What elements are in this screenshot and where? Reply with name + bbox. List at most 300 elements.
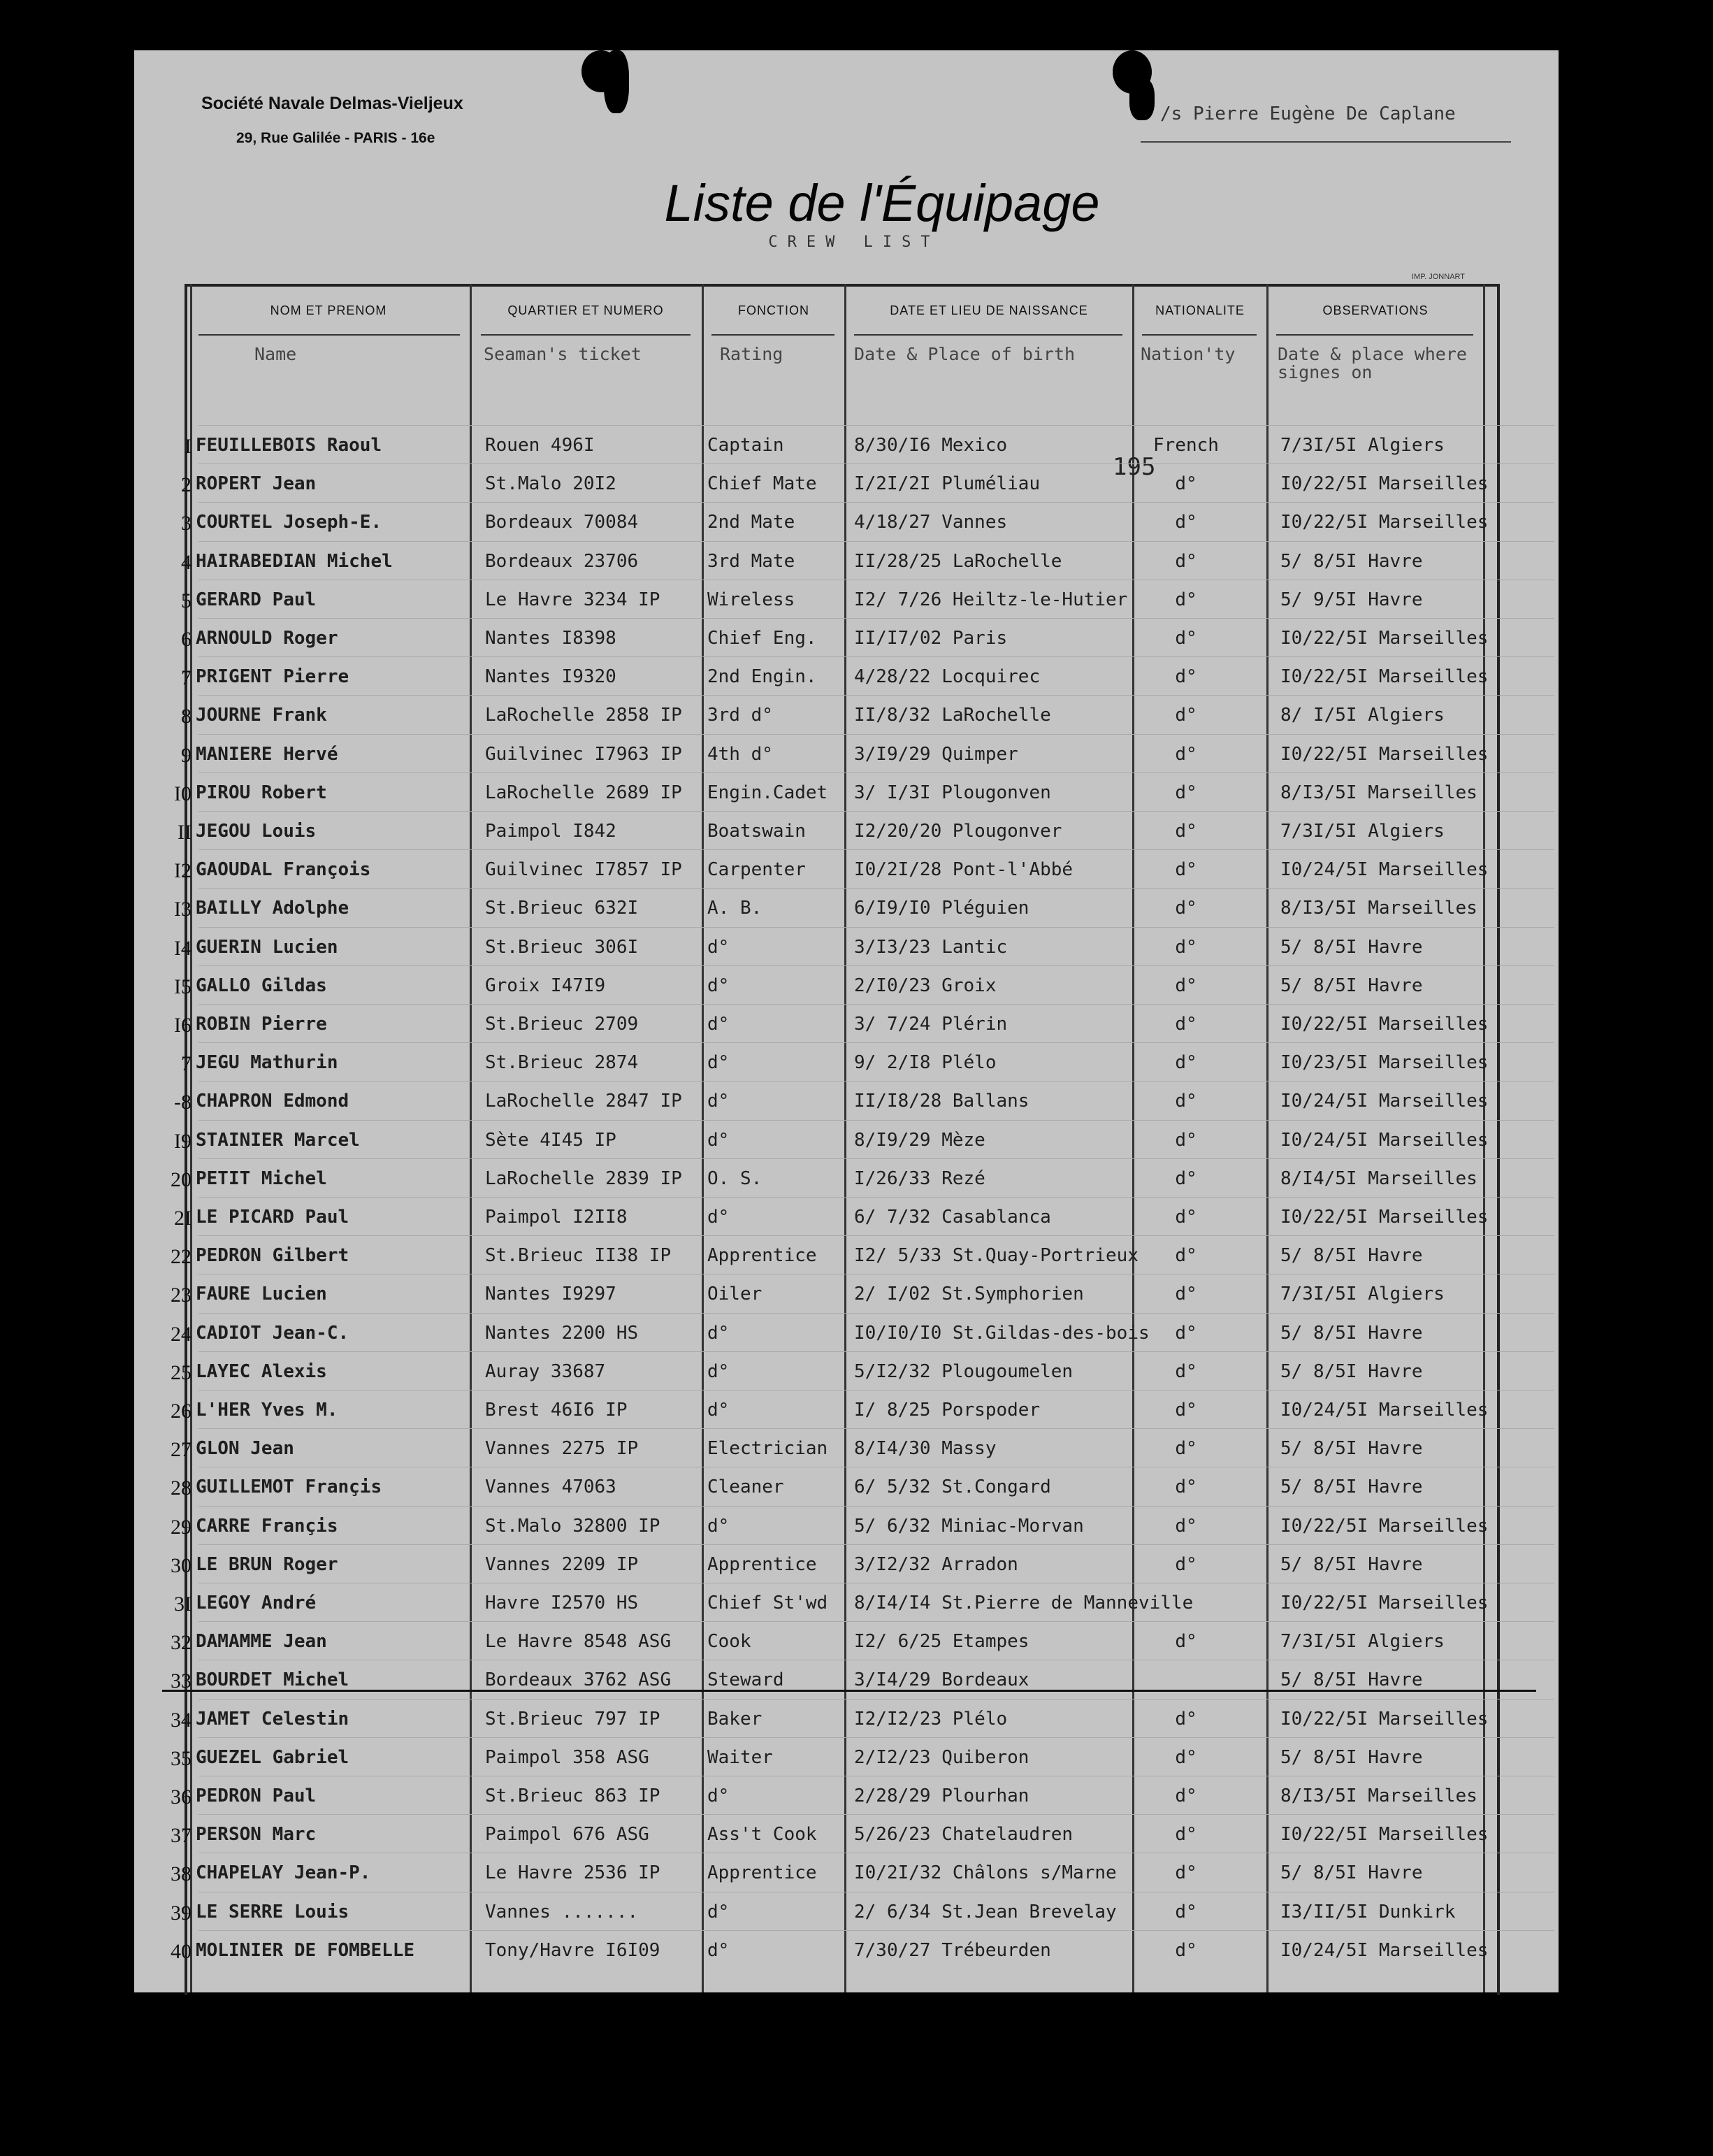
nationality: d° xyxy=(1175,1939,1197,1961)
crew-name: LE BRUN Roger xyxy=(196,1553,338,1575)
table-row xyxy=(134,1778,1559,1815)
crew-name: GUEZEL Gabriel xyxy=(196,1746,349,1768)
row-rule xyxy=(198,1506,1554,1507)
birth-date-place: 5/26/23 Chatelaudren xyxy=(854,1824,1074,1846)
rating: Electrician xyxy=(707,1438,828,1460)
sign-on: I0/22/5I Marseilles xyxy=(1280,473,1489,495)
crew-name: PEDRON Gilbert xyxy=(196,1245,349,1267)
row-rule xyxy=(198,695,1554,696)
header-observations-fr: OBSERVATIONS xyxy=(1322,303,1429,317)
nationality: d° xyxy=(1175,589,1197,610)
page-title: Liste de l'Équipage xyxy=(664,174,1100,232)
table-row xyxy=(134,1277,1559,1313)
header-naissance-en: Date & Place of birth xyxy=(854,344,1076,364)
seaman-ticket: Guilvinec I7963 IP xyxy=(485,743,682,765)
header-quartier-en: Seaman's ticket xyxy=(484,344,642,364)
crew-name: PIROU Robert xyxy=(196,782,327,803)
rating: Boatswain xyxy=(707,821,806,842)
row-rule xyxy=(198,463,1554,464)
sign-on: I0/24/5I Marseilles xyxy=(1280,859,1489,881)
table-row xyxy=(134,737,1559,773)
row-rule xyxy=(198,927,1554,928)
row-rule xyxy=(198,1814,1554,1815)
nationality: d° xyxy=(1175,1862,1197,1884)
row-rule xyxy=(198,1313,1554,1314)
row-number: 6 xyxy=(181,628,191,651)
row-rule xyxy=(198,734,1554,735)
row-number: 34 xyxy=(171,1708,191,1732)
birth-date-place: 8/I9/29 Mèze xyxy=(854,1129,985,1151)
table-row xyxy=(134,1393,1559,1429)
nationality: d° xyxy=(1175,1322,1197,1344)
sign-on: 8/I4/5I Marseilles xyxy=(1280,1167,1477,1189)
crew-name: PRIGENT Pierre xyxy=(196,666,349,688)
birth-date-place: 3/ I/3I Plougonven xyxy=(854,782,1051,803)
nationality: French xyxy=(1153,435,1219,456)
rating: Apprentice xyxy=(707,1862,817,1884)
nationality: d° xyxy=(1175,1167,1197,1189)
header-nationalite-fr: NATIONALITE xyxy=(1155,303,1245,317)
seaman-ticket: Nantes I9320 xyxy=(485,666,616,688)
birth-date-place: 6/ 5/32 St.Congard xyxy=(854,1476,1051,1498)
row-number: I xyxy=(185,435,191,458)
crew-name: PETIT Michel xyxy=(196,1167,327,1189)
birth-date-place: 9/ 2/I8 Plélo xyxy=(854,1052,997,1074)
birth-date-place: I2/I2/23 Plélo xyxy=(854,1708,1008,1730)
seaman-ticket: Paimpol 358 ASG xyxy=(485,1746,649,1768)
seaman-ticket: St.Brieuc 2874 xyxy=(485,1052,639,1074)
crew-name: ROPERT Jean xyxy=(196,473,317,495)
crew-name: MOLINIER DE FOMBELLE xyxy=(196,1939,415,1961)
birth-date-place: 2/28/29 Plourhan xyxy=(854,1785,1029,1806)
row-number: 8 xyxy=(181,705,191,728)
row-rule xyxy=(198,1042,1554,1043)
birth-date-place: 3/I3/23 Lantic xyxy=(854,936,1008,958)
row-number: 22 xyxy=(171,1245,191,1269)
seaman-ticket: Rouen 496I xyxy=(485,435,595,456)
rating: 2nd Mate xyxy=(707,512,795,533)
nationality: d° xyxy=(1175,1129,1197,1151)
crew-name: STAINIER Marcel xyxy=(196,1129,360,1151)
birth-date-place: 8/30/I6 Mexico xyxy=(854,435,1008,456)
row-number: 7 xyxy=(181,666,191,690)
rating: Wireless xyxy=(707,589,795,610)
rating: 4th d° xyxy=(707,743,773,765)
table-row xyxy=(134,1509,1559,1545)
crew-name: CARRE Françis xyxy=(196,1515,338,1537)
row-number: 40 xyxy=(171,1939,191,1963)
row-number: II xyxy=(178,821,191,844)
birth-date-place: 6/I9/I0 Pléguien xyxy=(854,898,1029,919)
crew-name: PEDRON Paul xyxy=(196,1785,317,1806)
crew-name: COURTEL Joseph-E. xyxy=(196,512,382,533)
birth-date-place: 3/ 7/24 Plérin xyxy=(854,1014,1008,1035)
nationality: d° xyxy=(1175,705,1197,726)
rating: Ass't Cook xyxy=(707,1824,817,1846)
row-rule xyxy=(198,541,1554,542)
nationality: d° xyxy=(1175,628,1197,649)
crew-name: GALLO Gildas xyxy=(196,975,327,996)
nationality: d° xyxy=(1175,1901,1197,1923)
rating: d° xyxy=(707,1785,730,1806)
header-fonction-fr: FONCTION xyxy=(738,303,809,317)
table-row xyxy=(134,1007,1559,1043)
header-name-en: Name xyxy=(254,344,297,364)
seaman-ticket: St.Brieuc 2709 xyxy=(485,1014,639,1035)
crew-name: HAIRABEDIAN Michel xyxy=(196,550,393,572)
company-name: Société Navale Delmas-Vieljeux xyxy=(201,94,463,113)
seaman-ticket: Vannes 2275 IP xyxy=(485,1438,639,1460)
row-number: 2 xyxy=(181,473,191,497)
row-number: 30 xyxy=(171,1553,191,1577)
row-number: 36 xyxy=(171,1785,191,1809)
table-row xyxy=(134,505,1559,541)
row-rule xyxy=(198,888,1554,889)
row-number: 25 xyxy=(171,1360,191,1384)
row-rule xyxy=(198,1428,1554,1429)
sign-on: 5/ 8/5I Havre xyxy=(1280,1245,1423,1267)
row-number: 26 xyxy=(171,1400,191,1423)
row-number: 3I xyxy=(174,1593,191,1616)
row-number: 9 xyxy=(181,743,191,767)
nationality: d° xyxy=(1175,666,1197,688)
rating: Engin.Cadet xyxy=(707,782,828,803)
header-underline xyxy=(198,334,460,336)
crew-name: MANIERE Hervé xyxy=(196,743,338,765)
crew-name: JOURNE Frank xyxy=(196,705,327,726)
nationality: d° xyxy=(1175,1824,1197,1846)
nationality: d° xyxy=(1175,1245,1197,1267)
sign-on: I0/22/5I Marseilles xyxy=(1280,1014,1489,1035)
seaman-ticket: Paimpol I2II8 xyxy=(485,1207,628,1228)
table-row xyxy=(134,1316,1559,1352)
row-rule xyxy=(198,849,1554,850)
rating: Waiter xyxy=(707,1746,773,1768)
birth-date-place: II/I8/28 Ballans xyxy=(854,1091,1029,1112)
printer-mark: IMP. JONNART xyxy=(1412,273,1465,281)
crew-name: GUILLEMOT Françis xyxy=(196,1476,382,1498)
row-rule xyxy=(198,965,1554,966)
row-rule xyxy=(198,1120,1554,1121)
row-rule xyxy=(198,1737,1554,1738)
row-number: 7 xyxy=(181,1052,191,1076)
row-rule xyxy=(198,1351,1554,1352)
punch-hole xyxy=(1129,78,1155,120)
sign-on: I0/22/5I Marseilles xyxy=(1280,1515,1489,1537)
birth-date-place: II/8/32 LaRochelle xyxy=(854,705,1051,726)
row-number: 23 xyxy=(171,1284,191,1307)
seaman-ticket: LaRochelle 2847 IP xyxy=(485,1091,682,1112)
nationality: d° xyxy=(1175,473,1197,495)
header-underline xyxy=(711,334,834,336)
seaman-ticket: St.Malo 32800 IP xyxy=(485,1515,660,1537)
seaman-ticket: LaRochelle 2858 IP xyxy=(485,705,682,726)
birth-date-place: 3/I9/29 Quimper xyxy=(854,743,1018,765)
row-number: 28 xyxy=(171,1476,191,1500)
table-row xyxy=(134,582,1559,619)
row-rule xyxy=(198,618,1554,619)
seaman-ticket: Brest 46I6 IP xyxy=(485,1400,628,1421)
birth-date-place: 4/28/22 Locquirec xyxy=(854,666,1041,688)
row-rule xyxy=(198,1544,1554,1545)
seaman-ticket: Tony/Havre I6I09 xyxy=(485,1939,660,1961)
seaman-ticket: Le Havre 3234 IP xyxy=(485,589,660,610)
crew-name: GERARD Paul xyxy=(196,589,317,610)
birth-date-place: I2/20/20 Plougonver xyxy=(854,821,1062,842)
rating: d° xyxy=(707,975,730,996)
birth-date-place: 2/ 6/34 St.Jean Brevelay xyxy=(854,1901,1117,1923)
sign-on: 5/ 8/5I Havre xyxy=(1280,1862,1423,1884)
row-number: I4 xyxy=(174,936,191,960)
birth-date-place: 5/I2/32 Plougoumelen xyxy=(854,1360,1074,1382)
rating: d° xyxy=(707,1515,730,1537)
sign-on: I0/22/5I Marseilles xyxy=(1280,1207,1489,1228)
sign-on: 5/ 8/5I Havre xyxy=(1280,1322,1423,1344)
nationality: d° xyxy=(1175,1746,1197,1768)
seaman-ticket: Guilvinec I7857 IP xyxy=(485,859,682,881)
table-row xyxy=(134,775,1559,812)
birth-date-place: II/28/25 LaRochelle xyxy=(854,550,1062,572)
crew-name: BOURDET Michel xyxy=(196,1669,349,1691)
row-rule xyxy=(198,656,1554,657)
row-number: 27 xyxy=(171,1438,191,1462)
row-number: I5 xyxy=(174,975,191,998)
seaman-ticket: Nantes I8398 xyxy=(485,628,616,649)
table-row xyxy=(134,428,1559,464)
crew-name: GAOUDAL François xyxy=(196,859,371,881)
rating: Cook xyxy=(707,1631,751,1653)
sign-on: I0/22/5I Marseilles xyxy=(1280,1593,1489,1614)
birth-date-place: 6/ 7/32 Casablanca xyxy=(854,1207,1051,1228)
nationality: d° xyxy=(1175,1360,1197,1382)
table-row xyxy=(134,1895,1559,1931)
birth-date-place: 3/I2/32 Arradon xyxy=(854,1553,1018,1575)
birth-date-place: I2/ 6/25 Etampes xyxy=(854,1631,1029,1653)
row-number: 32 xyxy=(171,1631,191,1655)
sign-on: 5/ 8/5I Havre xyxy=(1280,1553,1423,1575)
rating: Chief Mate xyxy=(707,473,817,495)
crew-name: L'HER Yves M. xyxy=(196,1400,338,1421)
sign-on: I0/22/5I Marseilles xyxy=(1280,512,1489,533)
rating: d° xyxy=(707,1939,730,1961)
row-number: -8 xyxy=(174,1091,191,1114)
birth-date-place: 2/ I/02 St.Symphorien xyxy=(854,1284,1084,1305)
sign-on: 5/ 8/5I Havre xyxy=(1280,975,1423,996)
signature-line xyxy=(1141,141,1511,143)
rating: 2nd Engin. xyxy=(707,666,817,688)
sign-on: 5/ 8/5I Havre xyxy=(1280,550,1423,572)
table-row xyxy=(134,1354,1559,1390)
seaman-ticket: Sète 4I45 IP xyxy=(485,1129,616,1151)
punch-hole xyxy=(604,50,629,113)
crew-name: CHAPELAY Jean-P. xyxy=(196,1862,371,1884)
sign-on: 7/3I/5I Algiers xyxy=(1280,821,1445,842)
seaman-ticket: Vannes ....... xyxy=(485,1901,639,1923)
birth-date-place: 7/30/27 Trébeurden xyxy=(854,1939,1051,1961)
row-rule xyxy=(198,1004,1554,1005)
row-number: 37 xyxy=(171,1824,191,1848)
seaman-ticket: Auray 33687 xyxy=(485,1360,606,1382)
seaman-ticket: Paimpol 676 ASG xyxy=(485,1824,649,1846)
page-number: 195 xyxy=(1113,453,1156,481)
row-number: 38 xyxy=(171,1862,191,1886)
sign-on: 8/ I/5I Algiers xyxy=(1280,705,1445,726)
birth-date-place: I/ 8/25 Porspoder xyxy=(854,1400,1041,1421)
birth-date-place: I2/ 7/26 Heiltz-le-Hutier xyxy=(854,589,1128,610)
birth-date-place: 8/I4/I4 St.Pierre de Manneville xyxy=(854,1593,1194,1614)
birth-date-place: I/26/33 Rezé xyxy=(854,1167,985,1189)
sign-on: 8/I3/5I Marseilles xyxy=(1280,898,1477,919)
sign-on: 5/ 8/5I Havre xyxy=(1280,1438,1423,1460)
rating: Oiler xyxy=(707,1284,762,1305)
header-fonction-en: Rating xyxy=(720,344,783,364)
crew-name: LEGOY André xyxy=(196,1593,317,1614)
signature: /s Pierre Eugène De Caplane xyxy=(1160,103,1456,124)
birth-date-place: 8/I4/30 Massy xyxy=(854,1438,997,1460)
sign-on: 5/ 8/5I Havre xyxy=(1280,1746,1423,1768)
nationality: d° xyxy=(1175,1091,1197,1112)
birth-date-place: I2/ 5/33 St.Quay-Portrieux xyxy=(854,1245,1139,1267)
seaman-ticket: Bordeaux 3762 ASG xyxy=(485,1669,672,1691)
sign-on: 8/I3/5I Marseilles xyxy=(1280,1785,1477,1806)
header-name-fr: NOM ET PRENOM xyxy=(270,303,387,317)
crew-name: DAMAMME Jean xyxy=(196,1631,327,1653)
crew-name: ARNOULD Roger xyxy=(196,628,338,649)
seaman-ticket: Bordeaux 23706 xyxy=(485,550,639,572)
sign-on: I0/22/5I Marseilles xyxy=(1280,628,1489,649)
rating: O. S. xyxy=(707,1167,762,1189)
table-row xyxy=(134,1855,1559,1892)
table-row xyxy=(134,1045,1559,1081)
row-number: I3 xyxy=(174,898,191,921)
table-row xyxy=(134,1161,1559,1198)
sign-on: I0/24/5I Marseilles xyxy=(1280,1400,1489,1421)
nationality: d° xyxy=(1175,550,1197,572)
seaman-ticket: St.Brieuc 306I xyxy=(485,936,639,958)
row-number: I0 xyxy=(174,782,191,805)
seaman-ticket: Bordeaux 70084 xyxy=(485,512,639,533)
rating: d° xyxy=(707,1014,730,1035)
table-row xyxy=(134,1817,1559,1853)
table-row xyxy=(134,1431,1559,1467)
header-underline xyxy=(854,334,1122,336)
crew-name: BAILLY Adolphe xyxy=(196,898,349,919)
sign-on: I0/24/5I Marseilles xyxy=(1280,1939,1489,1961)
table-row xyxy=(134,1200,1559,1236)
row-number: I9 xyxy=(174,1129,191,1153)
nationality: d° xyxy=(1175,1631,1197,1653)
nationality: d° xyxy=(1175,821,1197,842)
nationality: d° xyxy=(1175,859,1197,881)
sign-on: 5/ 8/5I Havre xyxy=(1280,936,1423,958)
nationality: d° xyxy=(1175,1515,1197,1537)
birth-date-place: 4/18/27 Vannes xyxy=(854,512,1008,533)
strike-through-line xyxy=(162,1690,1536,1692)
table-row xyxy=(134,1702,1559,1738)
rating: Apprentice xyxy=(707,1553,817,1575)
row-number: 3 xyxy=(181,512,191,536)
birth-date-place: II/I7/02 Paris xyxy=(854,628,1008,649)
table-row xyxy=(134,1547,1559,1583)
row-rule xyxy=(198,1930,1554,1931)
row-number: 5 xyxy=(181,589,191,612)
nationality: d° xyxy=(1175,743,1197,765)
table-row xyxy=(134,698,1559,734)
sign-on: 7/3I/5I Algiers xyxy=(1280,435,1445,456)
seaman-ticket: Vannes 2209 IP xyxy=(485,1553,639,1575)
sign-on: I3/II/5I Dunkirk xyxy=(1280,1901,1456,1923)
sign-on: 5/ 8/5I Havre xyxy=(1280,1360,1423,1382)
rating: A. B. xyxy=(707,898,762,919)
rating: d° xyxy=(707,1091,730,1112)
rating: Steward xyxy=(707,1669,784,1691)
crew-name: FEUILLEBOIS Raoul xyxy=(196,435,382,456)
header-naissance-fr: DATE ET LIEU DE NAISSANCE xyxy=(890,303,1088,317)
table-row xyxy=(134,852,1559,889)
sign-on: I0/22/5I Marseilles xyxy=(1280,1824,1489,1846)
birth-date-place: I0/I0/I0 St.Gildas-des-bois xyxy=(854,1322,1150,1344)
crew-name: GUERIN Lucien xyxy=(196,936,338,958)
crew-name: LE PICARD Paul xyxy=(196,1207,349,1228)
row-number: I6 xyxy=(174,1014,191,1037)
sign-on: I0/23/5I Marseilles xyxy=(1280,1052,1489,1074)
sign-on: 8/I3/5I Marseilles xyxy=(1280,782,1477,803)
crew-name: GLON Jean xyxy=(196,1438,294,1460)
rating: d° xyxy=(707,1129,730,1151)
seaman-ticket: Le Havre 2536 IP xyxy=(485,1862,660,1884)
birth-date-place: 2/I2/23 Quiberon xyxy=(854,1746,1029,1768)
rating: Baker xyxy=(707,1708,762,1730)
row-number: 39 xyxy=(171,1901,191,1925)
rating: Captain xyxy=(707,435,784,456)
birth-date-place: I0/2I/32 Châlons s/Marne xyxy=(854,1862,1117,1884)
nationality: d° xyxy=(1175,1207,1197,1228)
seaman-ticket: LaRochelle 2689 IP xyxy=(485,782,682,803)
table-row xyxy=(134,930,1559,966)
table-row xyxy=(134,466,1559,503)
crew-name: CHAPRON Edmond xyxy=(196,1091,349,1112)
table-row xyxy=(134,1586,1559,1622)
birth-date-place: 5/ 6/32 Miniac-Morvan xyxy=(854,1515,1084,1537)
crew-name: ROBIN Pierre xyxy=(196,1014,327,1035)
rating: Cleaner xyxy=(707,1476,784,1498)
nationality: d° xyxy=(1175,1708,1197,1730)
rating: Carpenter xyxy=(707,859,806,881)
birth-date-place: 3/I4/29 Bordeaux xyxy=(854,1669,1029,1691)
crew-name: CADIOT Jean-C. xyxy=(196,1322,349,1344)
nationality: d° xyxy=(1175,1476,1197,1498)
row-rule xyxy=(198,772,1554,773)
row-number: 20 xyxy=(171,1167,191,1191)
table-row xyxy=(134,1740,1559,1776)
nationality: d° xyxy=(1175,1052,1197,1074)
seaman-ticket: Le Havre 8548 ASG xyxy=(485,1631,672,1653)
page-subtitle: CREW LIST xyxy=(768,233,940,251)
header-quartier-fr: QUARTIER ET NUMERO xyxy=(507,303,664,317)
row-number: 33 xyxy=(171,1669,191,1693)
sign-on: I0/22/5I Marseilles xyxy=(1280,743,1489,765)
row-rule xyxy=(198,811,1554,812)
nationality: d° xyxy=(1175,1400,1197,1421)
table-row xyxy=(134,1084,1559,1120)
table-row xyxy=(134,544,1559,580)
table-row xyxy=(134,1662,1559,1699)
table-row xyxy=(134,659,1559,696)
row-number: 24 xyxy=(171,1322,191,1346)
seaman-ticket: St.Brieuc II38 IP xyxy=(485,1245,672,1267)
row-rule xyxy=(198,502,1554,503)
sign-on: 7/3I/5I Algiers xyxy=(1280,1631,1445,1653)
